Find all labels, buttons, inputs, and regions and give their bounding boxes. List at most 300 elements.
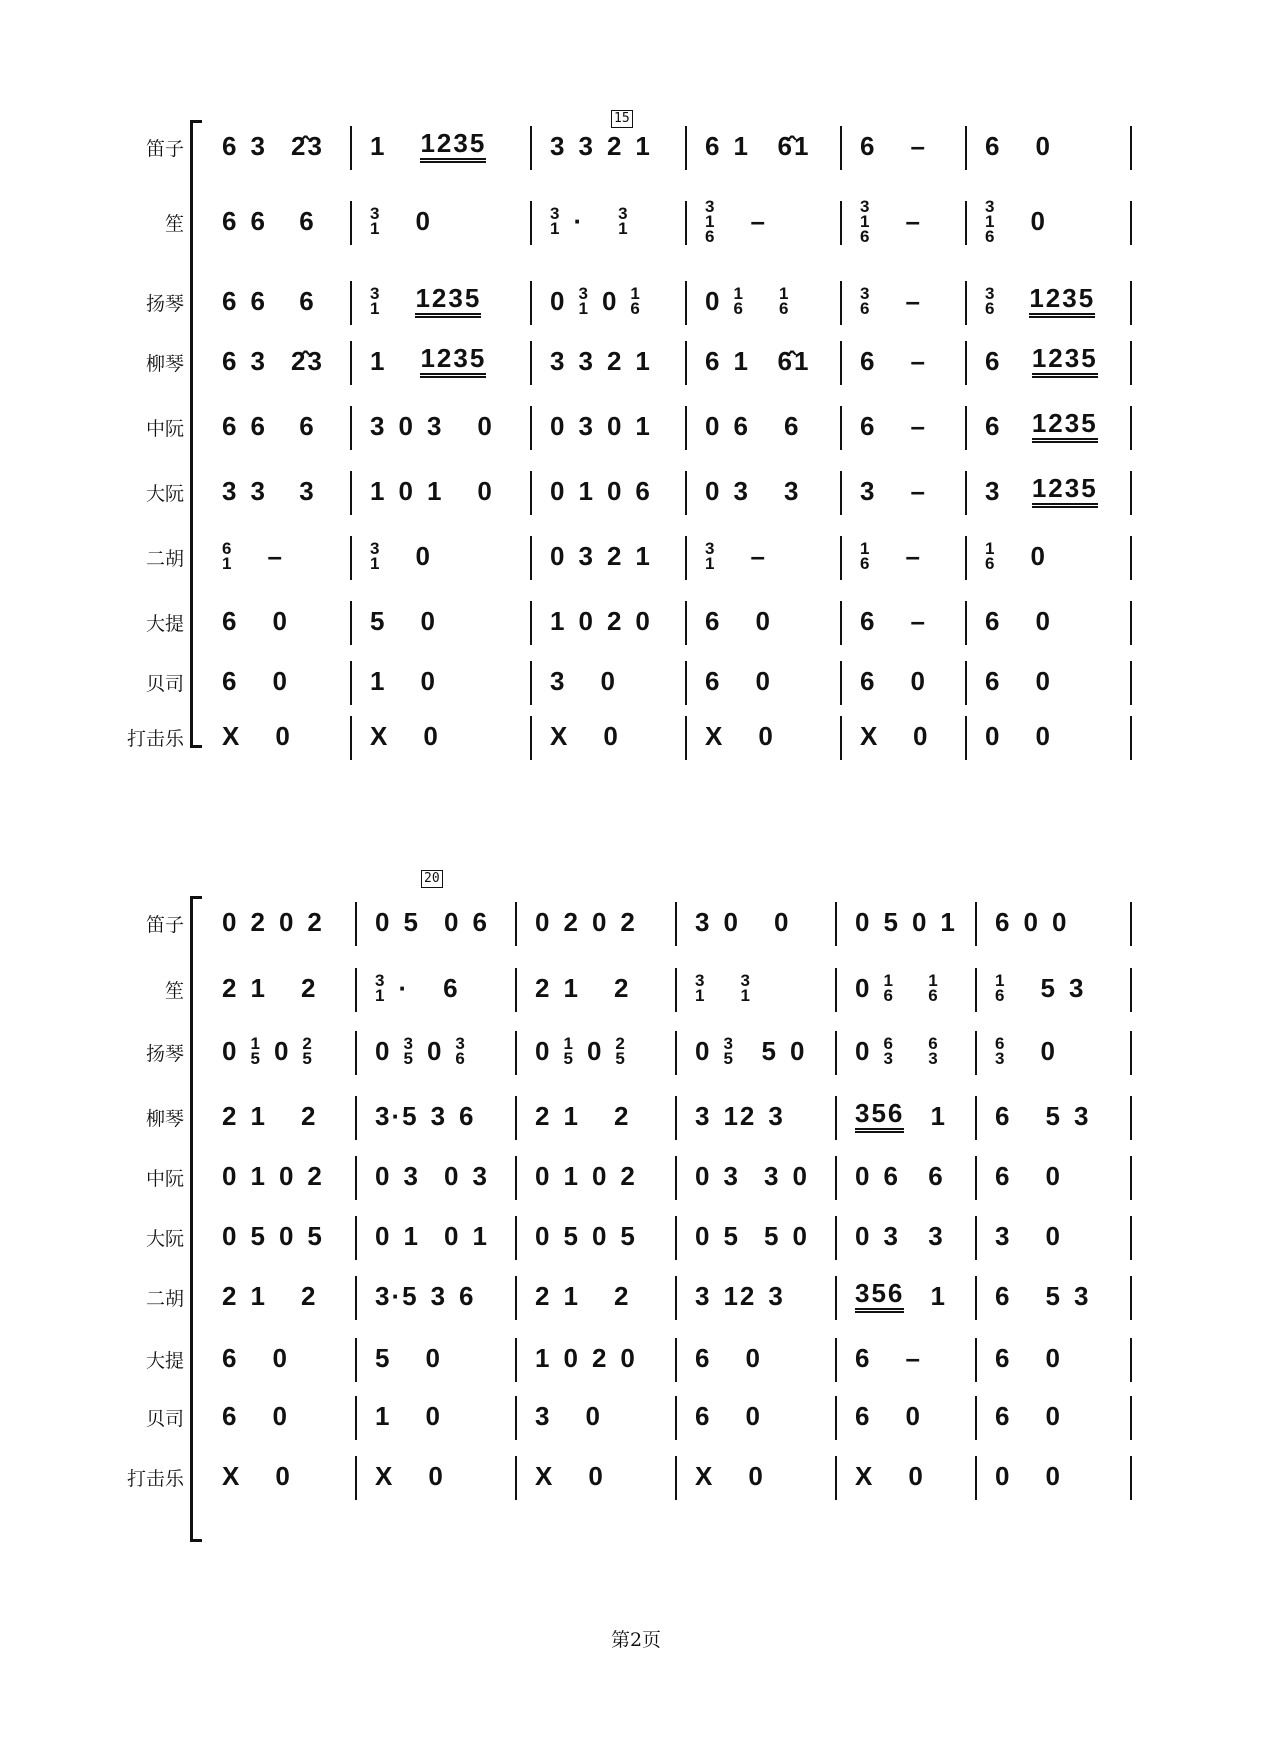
measure <box>222 335 348 387</box>
measure <box>985 710 1128 762</box>
note-group: 5 <box>307 1221 324 1251</box>
note-group: 0 <box>591 1161 609 1191</box>
note-group: 0 <box>585 1401 602 1431</box>
note-group: X <box>370 721 390 751</box>
note-group: 1 <box>563 1101 580 1131</box>
note-group: 6 <box>995 1161 1012 1191</box>
bar-line <box>1130 1156 1132 1200</box>
note-group: 6 <box>472 907 489 937</box>
bar-line <box>685 281 687 325</box>
measure <box>985 195 1128 247</box>
note-group: – <box>905 1343 922 1373</box>
measure <box>695 1090 833 1142</box>
note-group: 0 <box>550 476 567 506</box>
note-group: 3 <box>1073 1101 1091 1131</box>
bar-line <box>1130 536 1132 580</box>
note-group: 0 <box>535 907 552 937</box>
note-group: 3 <box>764 1161 781 1191</box>
note-group: 0 <box>1040 1036 1057 1066</box>
staff-row <box>0 530 1272 582</box>
bar-line <box>355 1216 357 1260</box>
measure <box>855 1090 973 1142</box>
bar-line <box>675 902 677 946</box>
measure <box>550 120 683 172</box>
note-group: 1 <box>550 606 567 636</box>
note-group: 2 <box>606 606 624 636</box>
bar-line <box>350 341 352 385</box>
note-group: 0 <box>222 1221 239 1251</box>
chord-notes: 1 6 <box>883 971 893 1005</box>
measure <box>375 1450 513 1502</box>
note-group: 5 <box>620 1221 637 1251</box>
note-group: 1 <box>563 1161 580 1191</box>
note-group: 6 <box>250 286 267 316</box>
note-group: 0 <box>606 476 624 506</box>
note-group: 6 <box>299 411 316 441</box>
measure <box>535 1090 673 1142</box>
measure <box>995 1270 1128 1322</box>
measure <box>705 595 838 647</box>
measure <box>535 1025 673 1077</box>
note-group: 3 <box>985 476 1002 506</box>
chord-notes: 3 1 <box>695 971 705 1005</box>
bar-line <box>840 661 842 705</box>
bar-line <box>515 968 517 1012</box>
measure <box>855 1270 973 1322</box>
note-group: X <box>375 1461 395 1491</box>
note-group: 0 <box>423 721 440 751</box>
note-group: 0 <box>375 907 392 937</box>
note-group: 0 <box>745 1401 762 1431</box>
note-group: 5 <box>1040 973 1057 1003</box>
bar-line <box>1130 281 1132 325</box>
measure <box>370 195 528 247</box>
chord-notes: 3 5 <box>723 1034 733 1068</box>
note-group: 3 <box>578 411 595 441</box>
bar-line <box>355 1276 357 1320</box>
instrument-label: 打击乐 <box>126 728 184 750</box>
note-group: 0 <box>1023 907 1040 937</box>
note-group: 6 <box>222 666 239 696</box>
bar-line <box>350 661 352 705</box>
note-group: 6 <box>299 206 316 236</box>
staff-row <box>0 710 1272 762</box>
note-group: – <box>910 411 927 441</box>
bar-line <box>965 341 967 385</box>
bar-line <box>1130 661 1132 705</box>
measure <box>550 595 683 647</box>
bar-line <box>685 716 687 760</box>
note-group: 0 <box>601 286 619 316</box>
bar-line <box>685 661 687 705</box>
note-group: 0 <box>578 606 595 636</box>
note-group: 6 <box>222 206 239 236</box>
note-group: 2 <box>222 1281 239 1311</box>
measure <box>855 1332 973 1384</box>
note-group: 0 <box>695 1221 712 1251</box>
staff-row <box>0 275 1272 327</box>
staff-row <box>0 655 1272 707</box>
measure <box>855 1390 973 1442</box>
measure <box>535 1450 673 1502</box>
note-group: 0 <box>1035 131 1052 161</box>
note-group: 0 <box>620 1343 637 1373</box>
note-group: 2 <box>535 1101 552 1131</box>
measure <box>855 1025 973 1077</box>
note-group: 0 <box>586 1036 604 1066</box>
note-group: 6 <box>855 1401 872 1431</box>
note-group: 2 <box>620 1161 637 1191</box>
note-group: 0 <box>550 411 567 441</box>
bar-line <box>530 716 532 760</box>
note-group: 0 <box>588 1461 605 1491</box>
measure <box>855 1450 973 1502</box>
rehearsal-mark-15: 15 <box>611 110 633 128</box>
chord-notes: 2 5 <box>302 1034 312 1068</box>
note-group: 0 <box>425 1401 442 1431</box>
measure <box>222 1025 353 1077</box>
note-group: 6 <box>459 1281 476 1311</box>
bar-line <box>530 471 532 515</box>
measure <box>222 896 353 948</box>
bar-line <box>1130 341 1132 385</box>
note-group: 0 <box>1051 907 1069 937</box>
measure <box>222 1390 353 1442</box>
note-group: 6 <box>860 346 877 376</box>
measure <box>535 1270 673 1322</box>
measure <box>222 465 348 517</box>
bar-line <box>355 902 357 946</box>
note-group: 3 <box>550 346 567 376</box>
measure <box>705 195 838 247</box>
note-group: 5 <box>1045 1281 1062 1311</box>
measure <box>222 195 348 247</box>
bar-line <box>1130 716 1132 760</box>
measure <box>705 655 838 707</box>
measure <box>860 595 963 647</box>
bar-line <box>355 1456 357 1500</box>
note-group: 0 <box>563 1343 580 1373</box>
measure <box>535 1390 673 1442</box>
note-group: 1 <box>635 346 652 376</box>
measure <box>535 1332 673 1384</box>
note-group: 3 <box>550 131 567 161</box>
note-group: 2 <box>620 907 637 937</box>
note-group: – <box>905 541 922 571</box>
note-group: 0 <box>535 1036 552 1066</box>
note-group: 2 <box>591 1343 609 1373</box>
note-group: 6 <box>222 1401 239 1431</box>
note-group: 6 <box>222 131 239 161</box>
instrument-label: 中阮 <box>145 418 184 440</box>
note-group: 5 <box>370 606 387 636</box>
note-group: 2̂3 <box>291 346 324 376</box>
measure <box>375 1090 513 1142</box>
note-group: 1235 <box>1032 345 1098 378</box>
note-group: 0 <box>855 973 872 1003</box>
measure <box>985 400 1128 452</box>
bar-line <box>675 1156 677 1200</box>
note-group: 0 <box>705 476 722 506</box>
note-group: 0 <box>855 1221 872 1251</box>
bar-line <box>975 1216 977 1260</box>
note-group: 1235 <box>1032 475 1098 508</box>
note-group: 1 <box>635 541 652 571</box>
note-group: 0 <box>792 1161 809 1191</box>
measure <box>695 962 833 1014</box>
note-group: 0 <box>535 1221 552 1251</box>
note-group: 0 <box>444 1161 461 1191</box>
instrument-label: 柳琴 <box>145 1108 184 1130</box>
note-group: 0 <box>755 606 772 636</box>
note-group: 6̂1 <box>777 131 811 161</box>
note-group: 5 <box>403 907 420 937</box>
measure <box>370 655 528 707</box>
note-group: – <box>910 131 927 161</box>
bar-line <box>975 902 977 946</box>
chord-notes: 6 3 <box>995 1034 1005 1068</box>
measure <box>222 530 348 582</box>
measure <box>375 1332 513 1384</box>
bar-line <box>530 406 532 450</box>
measure <box>535 1150 673 1202</box>
measure <box>222 275 348 327</box>
bar-line <box>355 1031 357 1075</box>
note-group: 1235 <box>415 285 481 318</box>
bar-line <box>835 1031 837 1075</box>
bar-line <box>840 406 842 450</box>
measure <box>995 1450 1128 1502</box>
note-group: 356 <box>855 1100 904 1133</box>
note-group: 2 <box>307 907 324 937</box>
note-group: X <box>695 1461 715 1491</box>
measure <box>222 1150 353 1202</box>
measure <box>985 530 1128 582</box>
bar-line <box>1130 1396 1132 1440</box>
note-group: 0 <box>748 1461 765 1491</box>
note-group: 3 <box>299 476 316 506</box>
chord-notes: 3 1 <box>370 204 380 238</box>
note-group: 0 <box>911 907 929 937</box>
note-group: 3 <box>430 1281 448 1311</box>
bar-line <box>515 1031 517 1075</box>
rehearsal-mark-20: 20 <box>421 870 443 888</box>
bar-line <box>1130 1338 1132 1382</box>
note-group: 1 <box>250 1101 267 1131</box>
measure <box>705 400 838 452</box>
note-group: 5 <box>1045 1101 1062 1131</box>
note-group: 0 <box>398 476 415 506</box>
measure <box>860 465 963 517</box>
note-group: 6 <box>985 346 1002 376</box>
bar-line <box>515 1216 517 1260</box>
note-group: 2 <box>222 1101 239 1131</box>
bar-line <box>685 471 687 515</box>
note-group: · <box>398 973 410 1003</box>
note-group: 3 <box>695 907 712 937</box>
chord-notes: 3 1 <box>740 971 750 1005</box>
bar-line <box>685 601 687 645</box>
chord-notes: 3 1 <box>550 204 560 238</box>
note-group: 3 <box>995 1221 1012 1251</box>
bar-line <box>685 536 687 580</box>
note-group: 0 <box>550 286 567 316</box>
measure <box>995 1150 1128 1202</box>
bar-line <box>965 601 967 645</box>
note-group: 6 <box>222 606 239 636</box>
bar-line <box>965 406 967 450</box>
measure <box>985 275 1128 327</box>
instrument-label: 二胡 <box>145 548 184 570</box>
note-group: 0 <box>550 541 567 571</box>
note-group: 6 <box>995 1401 1012 1431</box>
measure <box>695 1270 833 1322</box>
bar-line <box>355 1396 357 1440</box>
note-group: 6 <box>995 1281 1012 1311</box>
bar-line <box>350 471 352 515</box>
note-group: X <box>222 721 242 751</box>
note-group: 0 <box>755 666 772 696</box>
bar-line <box>1130 1031 1132 1075</box>
bar-line <box>965 661 967 705</box>
note-group: 3 <box>222 476 239 506</box>
measure <box>695 1390 833 1442</box>
note-group: 0 <box>398 411 415 441</box>
note-group: 6 <box>250 206 267 236</box>
bar-line <box>355 1338 357 1382</box>
bar-line <box>685 126 687 170</box>
instrument-label: 贝司 <box>145 1408 184 1430</box>
note-group: 0 <box>275 1461 292 1491</box>
instrument-label: 二胡 <box>145 1288 184 1310</box>
chord-notes: 3 6 <box>860 284 870 318</box>
staff-row <box>0 962 1272 1014</box>
note-group: 0 <box>635 606 652 636</box>
note-group: 5 <box>761 1036 778 1066</box>
instrument-label: 贝司 <box>145 673 184 695</box>
note-group: 2 <box>613 1281 631 1311</box>
note-group: 3 <box>403 1161 420 1191</box>
bar-line <box>685 201 687 245</box>
instrument-label: 大提 <box>145 1350 184 1372</box>
bar-line <box>350 201 352 245</box>
note-group: 6 <box>783 411 801 441</box>
note-group: 0 <box>905 1401 922 1431</box>
note-group: 12 <box>723 1101 757 1131</box>
note-group: 2 <box>606 346 624 376</box>
note-group: 3 <box>472 1161 489 1191</box>
note-group: 6 <box>860 131 877 161</box>
chord-notes: 3 1 <box>375 971 385 1005</box>
note-group: 2 <box>300 1101 318 1131</box>
note-group: 1 <box>930 1281 947 1311</box>
measure <box>535 1210 673 1262</box>
measure <box>535 896 673 948</box>
measure <box>860 530 963 582</box>
chord-notes: 1 6 <box>985 539 995 573</box>
bar-line <box>840 126 842 170</box>
bar-line <box>975 1338 977 1382</box>
measure <box>550 710 683 762</box>
chord-notes: 1 6 <box>778 284 789 318</box>
chord-notes: 3 1 <box>370 539 380 573</box>
bar-line <box>975 1031 977 1075</box>
instrument-label: 笛子 <box>145 914 184 936</box>
bar-line <box>350 536 352 580</box>
score-system-2-rows <box>0 870 1272 1570</box>
note-group: 1 <box>635 411 652 441</box>
note-group: 1 <box>426 476 444 506</box>
measure <box>855 896 973 948</box>
bar-line <box>965 716 967 760</box>
note-group: 6 <box>860 411 877 441</box>
bar-line <box>350 406 352 450</box>
note-group: X <box>705 721 725 751</box>
note-group: 5 <box>883 907 900 937</box>
note-group: 3·5 <box>375 1101 419 1131</box>
note-group: X <box>550 721 570 751</box>
note-group: 0 <box>272 606 289 636</box>
instrument-label: 笛子 <box>145 138 184 160</box>
note-group: 6 <box>733 411 750 441</box>
note-group: 3 <box>723 1161 740 1191</box>
note-group: 6 <box>222 1343 239 1373</box>
note-group: 6 <box>443 973 460 1003</box>
note-group: 6 <box>299 286 316 316</box>
note-group: 1235 <box>420 130 486 163</box>
bar-line <box>965 126 967 170</box>
bar-line <box>1130 968 1132 1012</box>
note-group: – <box>905 286 922 316</box>
measure <box>695 1450 833 1502</box>
note-group: 0 <box>444 1221 461 1251</box>
measure <box>550 400 683 452</box>
note-group: 1 <box>733 131 750 161</box>
bar-line <box>530 126 532 170</box>
bar-line <box>675 1216 677 1260</box>
note-group: 3 <box>430 1101 448 1131</box>
note-group: 0 <box>723 907 740 937</box>
note-group: 0 <box>606 411 624 441</box>
note-group: 0 <box>477 476 494 506</box>
note-group: 0 <box>222 1161 239 1191</box>
measure <box>985 465 1128 517</box>
bar-line <box>1130 1216 1132 1260</box>
note-group: 1 <box>403 1221 420 1251</box>
note-group: 12 <box>723 1281 757 1311</box>
note-group: 0 <box>444 907 461 937</box>
bar-line <box>840 471 842 515</box>
measure <box>995 1390 1128 1442</box>
note-group: 0 <box>792 1221 809 1251</box>
note-group: 3 <box>768 1101 785 1131</box>
note-group: 0 <box>908 1461 925 1491</box>
note-group: 6 <box>222 411 239 441</box>
note-group: 0 <box>1030 541 1047 571</box>
bar-line <box>1130 471 1132 515</box>
score-system-1-rows <box>0 110 1272 810</box>
note-group: 0 <box>695 1161 712 1191</box>
chord-notes: 3 1 6 <box>705 196 715 246</box>
bar-line <box>675 968 677 1012</box>
measure <box>860 195 963 247</box>
note-group: 0 <box>278 1221 296 1251</box>
note-group: 5 <box>764 1221 781 1251</box>
note-group: 0 <box>855 907 872 937</box>
note-group: 2 <box>300 1281 318 1311</box>
measure <box>222 595 348 647</box>
note-group: 0 <box>420 606 437 636</box>
